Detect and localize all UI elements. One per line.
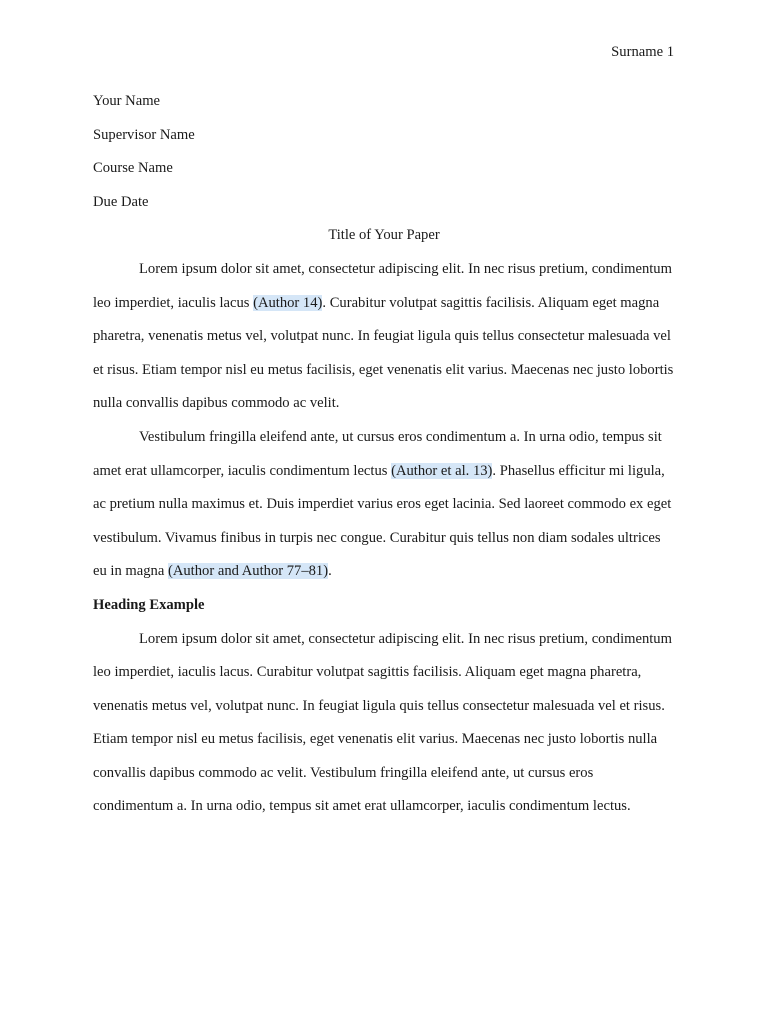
section-heading: Heading Example [93, 596, 205, 613]
paragraph-2-text-a: Vestibulum fringilla eleifend ante, ut cursus eros condimentum a. In urna odio, tempus sit amet erat ullamcorper, iaculis condimentum lectus [93, 428, 662, 479]
paragraph-1-text-a: Lorem ipsum dolor sit amet, consectetur adipiscing elit. In nec risus pretium, condimentum leo imperdiet, iaculis lacus [93, 260, 672, 311]
course-name: Course Name [93, 160, 173, 177]
paragraph-2 [93, 421, 675, 589]
paper-title: Title of Your Paper [328, 227, 440, 244]
citation-author-and-author: (Author and Author 77–81) [167, 563, 329, 580]
running-head: Surname 1 [611, 44, 674, 60]
paragraph-3: Lorem ipsum dolor sit amet, consectetur adipiscing elit. In nec risus pretium, condimentum leo imperdiet, iaculis lacus. Curabitur volutpat sagittis facilisis. Aliquam eget magna pharetra, venenatis metus vel, volutpat nunc. In feugiat ligula quis tellus consectetur malesuada vel et risus. Etiam tempor nisl eu metus facilisis, eget venenatis elit varius. Maecenas nec justo lobortis nulla convallis dapibus commodo ac velit. Vestibulum fringilla eleifend ante, ut cursus eros condimentum a. In urna odio, tempus sit amet erat ullamcorper, iaculis condimentum lectus. [93, 630, 672, 815]
paragraph-1 [93, 253, 675, 421]
paragraph-1-text-b: . Curabitur volutpat sagittis facilisis. Aliquam eget magna pharetra, venenatis metus vel, volutpat nunc. In feugiat ligula quis tellus consectetur malesuada vel et risus. Etiam tempor nisl eu metus facilisis, eget venenatis elit varius. Maecenas nec justo lobortis nulla convallis dapibus commodo ac velit. [93, 294, 674, 412]
author-name: Your Name [93, 93, 161, 109]
citation-author-14: (Author 14) [253, 294, 323, 311]
citation-author-et-al: (Author et al. 13) [391, 462, 493, 479]
paragraph-2-text-b: . Phasellus efficitur mi ligula, ac pretium nulla maximus et. Duis imperdiet varius eros eget lacinia. Sed laoreet commodo ex eget vestibulum. Vivamus finibus in turpis nec congue. Curabitur quis tellus non diam sodales ultrices eu in magna [93, 462, 672, 580]
document-body [93, 85, 675, 824]
due-date: Due Date [93, 193, 149, 210]
supervisor-name: Supervisor Name [93, 126, 195, 143]
paragraph-2-text-c: . [328, 563, 332, 580]
